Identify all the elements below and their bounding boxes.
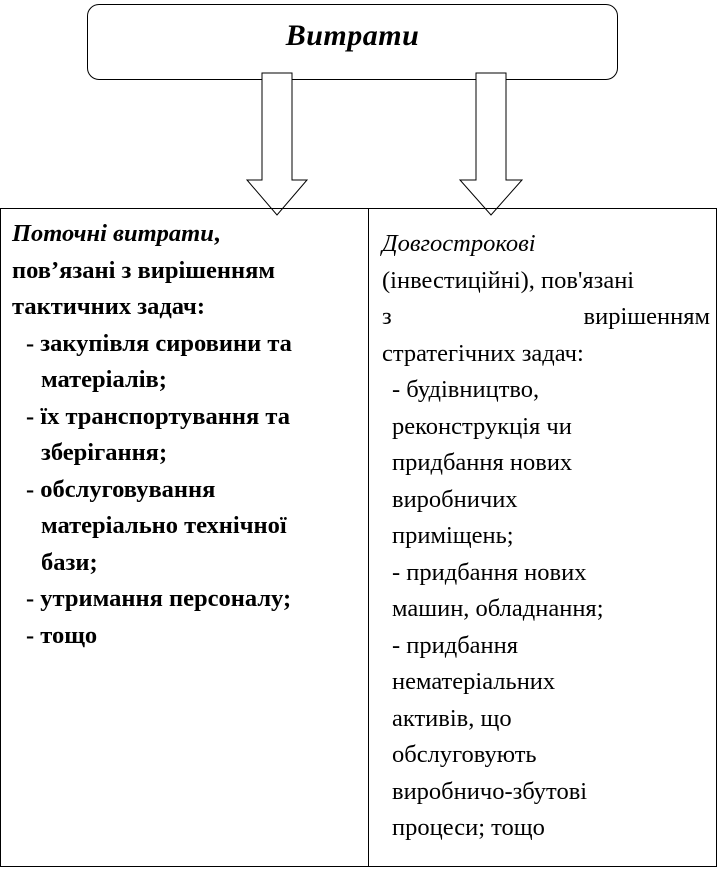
column-divider: [368, 208, 369, 867]
list-item-cont: матеріалів;: [41, 366, 167, 393]
current-costs-heading: Поточні витрати,: [12, 220, 220, 247]
list-item-cont: виробничо-збутові: [392, 777, 588, 805]
long-term-costs-column: [382, 226, 710, 847]
list-item-cont: реконструкція чи: [392, 412, 572, 440]
list-item: - їх транспортування та: [26, 402, 290, 430]
list-item-cont: приміщень;: [392, 522, 514, 549]
long-term-costs-line: стратегічних задач:: [382, 339, 584, 367]
diagram-title: Витрати: [285, 19, 420, 52]
long-term-costs-line: (інвестиційні), пов'язані: [382, 266, 635, 294]
current-costs-line: пов’язані з вирішенням: [12, 256, 276, 284]
list-item: - обслуговування: [26, 475, 216, 503]
list-item-cont: виробничих: [392, 485, 518, 513]
arrow-left: [247, 73, 307, 215]
list-item-cont: нематеріальних: [392, 668, 556, 695]
current-costs-column: [12, 216, 364, 654]
list-item: - утримання персоналу;: [26, 585, 292, 612]
arrow-right: [460, 73, 522, 215]
list-item-cont: процеси; тощо: [392, 814, 545, 841]
list-item: - будівництво,: [392, 376, 540, 403]
list-item: - придбання: [392, 631, 519, 659]
title-box: [87, 4, 618, 80]
list-item-cont: бази;: [41, 548, 98, 576]
list-item: - придбання нових: [392, 558, 587, 586]
list-item: - тощо: [26, 621, 98, 649]
list-item-cont: зберігання;: [41, 439, 168, 466]
long-term-costs-heading: Довгострокові: [382, 230, 536, 257]
long-term-costs-line: з вирішенням: [382, 303, 710, 330]
list-item: - закупівля сировини та: [26, 329, 292, 357]
list-item-cont: машин, обладнання;: [392, 595, 604, 622]
list-item-cont: придбання нових: [392, 449, 573, 476]
current-costs-line: тактичних задач:: [12, 293, 206, 320]
list-item-cont: матеріально технічної: [41, 512, 287, 539]
list-item-cont: активів, що: [392, 704, 512, 732]
list-item-cont: обслуговують: [392, 741, 537, 768]
